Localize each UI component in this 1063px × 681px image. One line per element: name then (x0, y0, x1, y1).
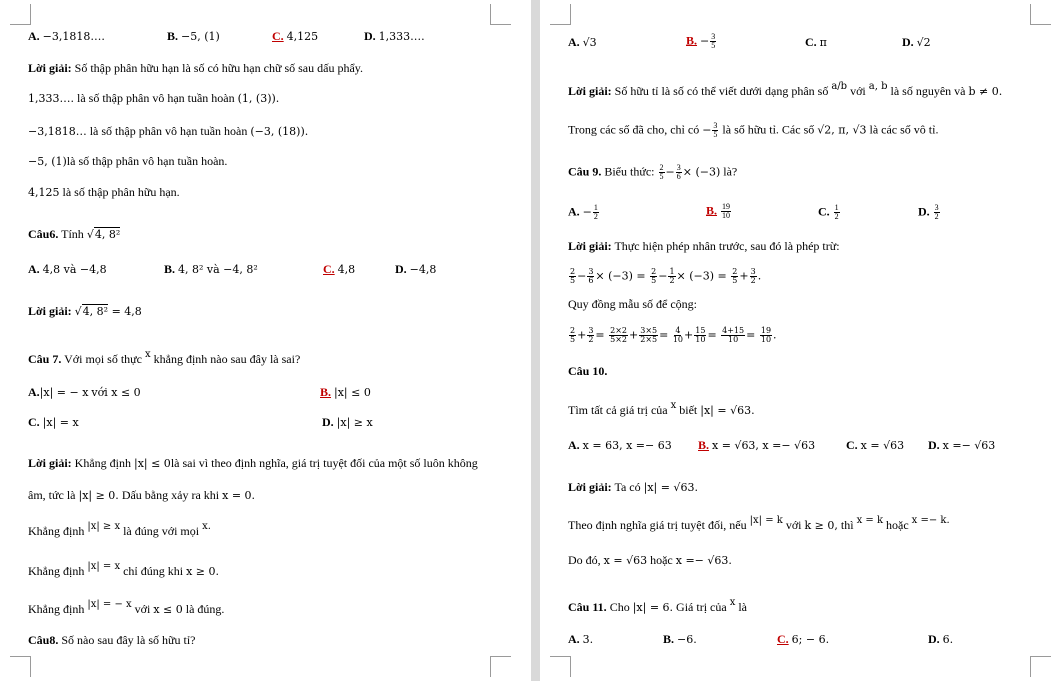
option-b: B. −5, (1) (167, 29, 220, 43)
solution-line: Do đó, x = √63 hoặc x =− √63. (568, 553, 732, 567)
option-a: A.|x| = − x với x ≤ 0 (28, 385, 141, 399)
solution-line: Lời giải: Ta có |x| = √63. (568, 480, 698, 494)
option-d: D. −4,8 (395, 262, 437, 276)
option-b-correct: B. |x| ≤ 0 (320, 385, 371, 399)
crop-mark (490, 656, 511, 677)
option-d: D. |x| ≥ x (322, 415, 373, 429)
solution-line: Theo định nghĩa giá trị tuyệt đối, nếu $^{|x| = k}$ với k ≥ 0, thì $^{x = k}$ hoặc $^{x =- k.}$ (568, 515, 950, 532)
question-6: Câu6. Tính √4, 8² (28, 227, 121, 241)
equation-line: $\frac{2}{5}$ − $\frac{3}{6}$ × (−3) = $\frac{2}{5}$ − $\frac{1}{2}$ × (−3) = $\frac{2}{5}$ + $\frac{3}{2}$ . (570, 267, 762, 285)
solution-line: Khẳng định $^{|x| = - x}$ với x ≤ 0 là đúng. (28, 599, 225, 616)
crop-mark (550, 656, 571, 677)
question-9: Câu 9. Biểu thức: $\frac{2}{5}$ − $\frac{3}{6}$ × (−3) là? (568, 163, 738, 181)
page-gap (531, 0, 540, 681)
option-a: A. 3. (568, 632, 594, 646)
equation-line: $\frac{2}{5}$ + $\frac{3}{2}$ = $\frac{2\times 2}{5\times 2}$ + $\frac{3\times 5}{2\times 5}$ = $\frac{4}{10}$ + $\frac{15}{10}$ = $\frac{4+15}{10}$ = $\frac{19}{10}$ . (570, 326, 777, 344)
question-10-label: Câu 10. (568, 364, 608, 378)
solution-line: Khẳng định $^{|x| = x}$ chỉ đúng khi x ≥ 0. (28, 561, 220, 578)
question-8: Câu8. Số nào sau đây là số hữu tỉ? (28, 633, 196, 647)
option-a: A. 4,8 và −4,8 (28, 262, 107, 276)
option-d: D. 6. (928, 632, 954, 646)
option-a: A. √3 (568, 35, 597, 49)
option-c-correct: C. 6; − 6. (777, 632, 830, 646)
option-d: D. x =− √63 (928, 438, 996, 452)
option-d: D. 1,333…. (364, 29, 425, 43)
option-c: C. $\frac{1}{2}$ (818, 203, 839, 221)
solution-line: Lời giải: Khẳng định |x| ≤ 0là sai vì theo định nghĩa, giá trị tuyệt đối của một số luôn không (28, 456, 478, 470)
question-7: Câu 7. Với mọi số thực $^x$ khẳng định nào sau đây là sai? (28, 349, 301, 366)
option-d: D. $\frac{3}{2}$ (918, 203, 939, 221)
solution-intro: Lời giải: Số thập phân hữu hạn là số có hữu hạn chữ số sau dấu phẩy. (28, 61, 364, 75)
document-page-left (0, 0, 531, 681)
crop-mark (10, 656, 31, 677)
crop-mark (1030, 4, 1051, 25)
option-c: C. |x| = x (28, 415, 79, 429)
solution-line: Quy đồng mẫu số để cộng: (568, 297, 697, 311)
option-b-correct: B. $\frac{19}{10}$ (706, 202, 731, 220)
option-b-correct: B. x = √63, x =− √63 (698, 438, 816, 452)
solution-line: Lời giải: Thực hiện phép nhân trước, sau đó là phép trừ: (568, 239, 840, 253)
option-a: A. x = 63, x =− 63 (568, 438, 672, 452)
question-11: Câu 11. Cho |x| = 6. Giá trị của $^x$ là (568, 597, 747, 614)
solution-line: âm, tức là |x| ≥ 0. Dấu bằng xảy ra khi x = 0. (28, 488, 256, 502)
option-c: C. x = √63 (846, 438, 905, 452)
solution-line: 1,333…. là số thập phân vô hạn tuần hoàn (1, (3)). (28, 91, 280, 105)
option-c: C. π (805, 35, 827, 49)
solution-line: Lời giải: √4, 8² = 4,8 (28, 304, 142, 318)
option-a: A. − $\frac{1}{2}$ (568, 203, 598, 221)
solution-line: Trong các số đã cho, chỉ có − $\frac{3}{5}$ là số hữu tỉ. Các số √2, π, √3 là các số vô tỉ. (568, 121, 939, 139)
document-page-right (540, 0, 1063, 681)
option-a: A. −3,1818…. (28, 29, 105, 43)
option-d: D. √2 (902, 35, 931, 49)
option-b: B. 4, 8² và −4, 8² (164, 262, 258, 276)
crop-mark (10, 4, 31, 25)
option-b-correct: B. − $\frac{3}{5}$ (686, 32, 716, 50)
solution-line: −3,1818… là số thập phân vô hạn tuần hoàn (−3, (18)). (28, 124, 309, 138)
crop-mark (1030, 656, 1051, 677)
question-10: Tìm tất cả giá trị của $^x$ biết |x| = √63. (568, 400, 755, 417)
option-c-correct: C. 4,8 (323, 262, 356, 276)
option-c-correct: C. 4,125 (272, 29, 319, 43)
option-b: B. −6. (663, 632, 697, 646)
solution-line: Khẳng định $^{|x| \ge x}$ là đúng với mọi $^{x.}$ (28, 521, 211, 538)
crop-mark (550, 4, 571, 25)
solution-line: Lời giải: Số hữu tỉ là số có thể viết dưới dạng phân số $^{a/b}$ với $^{a, b}$ là số nguyên và b ≠ 0. (568, 81, 1003, 98)
solution-line: 4,125 là số thập phân hữu hạn. (28, 185, 180, 199)
solution-line: −5, (1)là số thập phân vô hạn tuần hoàn. (28, 154, 228, 168)
crop-mark (490, 4, 511, 25)
